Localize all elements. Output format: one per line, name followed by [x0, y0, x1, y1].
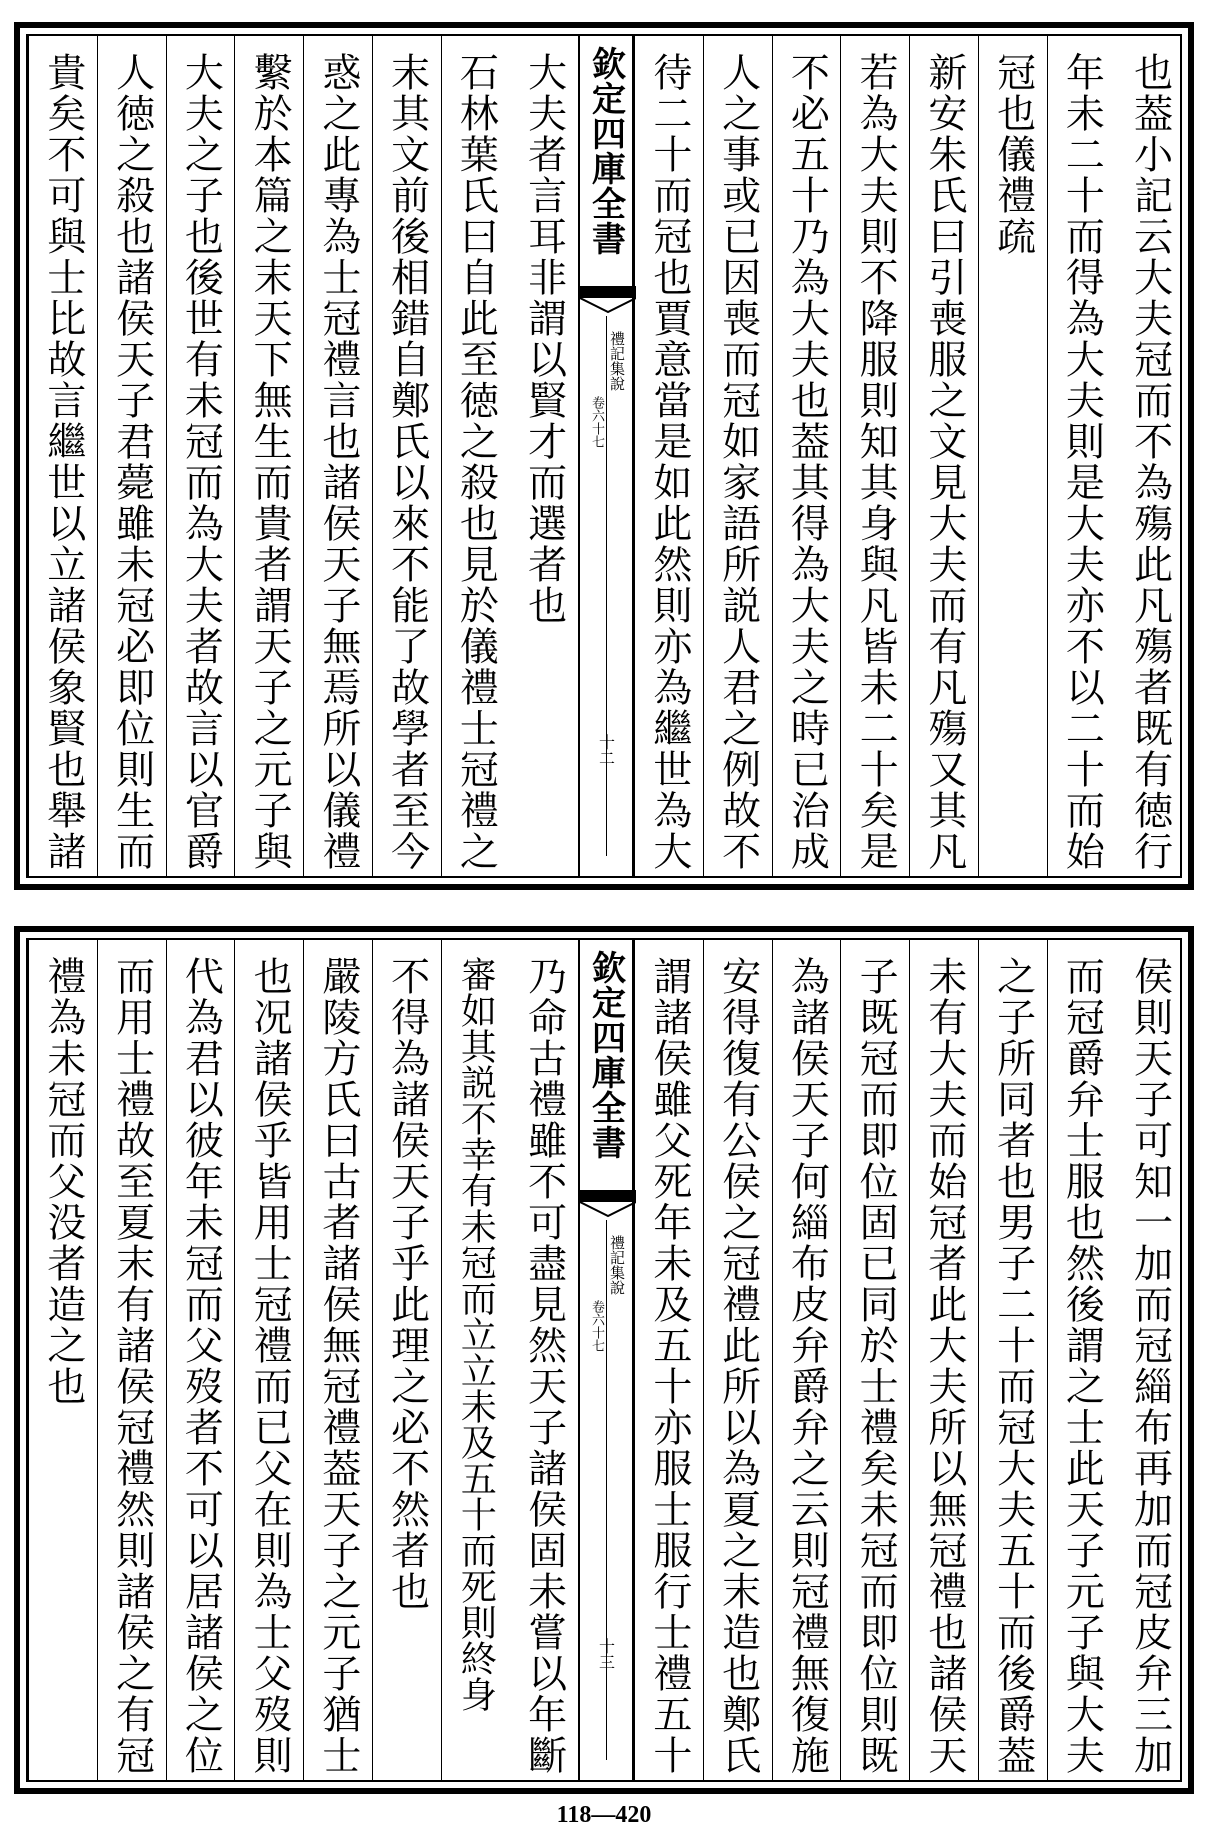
top-left-column-1: [509, 36, 578, 876]
bottom-left-column-3: [372, 940, 441, 1780]
bottom-left-column-text: 審如其説不幸有未冠而立立未及五十而死則終身: [455, 956, 497, 1712]
top-fishtail-icon: [580, 286, 636, 314]
top-center-volume: 卷六十七: [589, 396, 604, 448]
bottom-right-column-text: 安得復有公侯之冠禮此所以為夏之末造也鄭氏: [715, 956, 761, 1776]
top-center-margin: [578, 36, 634, 876]
top-right-column-text: 年未二十而得為大夫則是大夫亦不以二十而始: [1059, 52, 1105, 872]
bottom-right-column-text: 子既冠而即位固已同於士禮矣未冠而即位則既: [853, 956, 899, 1776]
top-right-column-text: 若為大夫則不降服則知其身與凡皆未二十矣是: [853, 52, 899, 872]
bottom-left-column-4: [303, 940, 372, 1780]
bottom-right-column-text: 侯則天子可知一加而冠緇布再加而冠皮弁三加: [1127, 956, 1173, 1776]
top-left-column-2: [441, 36, 510, 876]
top-right-column-text: 待二十而冠也賈意當是如此然則亦為繼世為大: [646, 52, 692, 872]
top-left-column-text: 貴矣不可與士比故言繼世以立諸侯象賢也舉諸: [40, 52, 86, 872]
top-right-column-7: [703, 36, 772, 876]
bottom-left-column-1: [509, 940, 578, 1780]
top-center-page-number: 十二: [596, 734, 616, 766]
bottom-left-column-text: 乃命古禮雖不可盡見然天子諸侯固未嘗以年斷: [521, 956, 567, 1776]
bottom-right-column-text: 之子所同者也男子二十而冠大夫五十而後爵葢: [990, 956, 1036, 1776]
top-left-column-text: 繫於本篇之末天下無生而貴者謂天子之元子與: [247, 52, 293, 872]
top-left-column-text: 大夫之子也後世有未冠而為大夫者故言以官爵: [178, 52, 224, 872]
top-right-column-6: [772, 36, 841, 876]
top-right-column-2: [1047, 36, 1116, 876]
top-page-inner-border: [26, 34, 1182, 878]
bottom-right-column-7: [703, 940, 772, 1780]
top-right-column-text: 不必五十乃為大夫也葢其得為大夫之時已治成: [784, 52, 830, 872]
bottom-right-column-4: [909, 940, 978, 1780]
top-left-column-8: [28, 36, 97, 876]
bottom-left-column-6: [166, 940, 235, 1780]
page-footer-number: 118—420: [556, 1802, 652, 1828]
bottom-center-title: 欽定四庫全書: [585, 950, 626, 1160]
bottom-left-column-text: 代為君以彼年未冠而父歿者不可以居諸侯之位: [178, 956, 224, 1776]
top-right-column-text: 也葢小記云大夫冠而不為殤此凡殤者既有徳行: [1127, 52, 1173, 872]
bottom-left-column-text: 嚴陵方氏曰古者諸侯無冠禮葢天子之元子猶士: [315, 956, 361, 1776]
bottom-right-column-text: 而冠爵弁士服也然後謂之士此天子元子與大夫: [1059, 956, 1105, 1776]
top-left-column-text: 惑之此專為士冠禮言也諸侯天子無焉所以儀禮: [315, 52, 361, 872]
top-center-title: 欽定四庫全書: [585, 46, 626, 256]
bottom-left-column-2: [441, 940, 510, 1780]
top-left-column-3: [372, 36, 441, 876]
top-right-column-5: [840, 36, 909, 876]
top-left-column-5: [234, 36, 303, 876]
bottom-right-column-6: [772, 940, 841, 1780]
bottom-right-column-text: 未有大夫而始冠者此大夫所以無冠禮也諸侯天: [921, 956, 967, 1776]
bottom-page-inner-border: [26, 938, 1182, 1782]
top-right-column-4: [909, 36, 978, 876]
bottom-left-column-8: [28, 940, 97, 1780]
top-right-column-text: 冠也儀禮疏: [990, 52, 1036, 257]
top-left-column-7: [97, 36, 166, 876]
bottom-right-column-2: [1047, 940, 1116, 1780]
top-right-column-text: 新安朱氏曰引喪服之文見大夫而有凡殤又其凡: [921, 52, 967, 872]
top-left-column-text: 石林葉氏曰自此至徳之殺也見於儀禮士冠禮之: [453, 52, 499, 872]
bottom-left-column-text: 也况諸侯乎皆用士冠禮而已父在則為士父歿則: [247, 956, 293, 1776]
bottom-right-column-8: [634, 940, 703, 1780]
top-center-book-title: 禮記集說: [608, 331, 626, 391]
bottom-right-column-5: [840, 940, 909, 1780]
bottom-center-margin: [578, 940, 634, 1780]
bottom-left-column-5: [234, 940, 303, 1780]
top-right-column-text: 人之事或已因喪而冠如家語所説人君之例故不: [715, 52, 761, 872]
bottom-center-volume: 卷六十七: [589, 1300, 604, 1352]
top-left-column-text: 末其文前後相錯自鄭氏以來不能了故學者至今: [384, 52, 430, 872]
bottom-right-column-3: [978, 940, 1047, 1780]
bottom-center-rule: [606, 1220, 607, 1760]
bottom-center-book-title: 禮記集說: [608, 1235, 626, 1295]
bottom-left-column-text: 不得為諸侯天子乎此理之必不然者也: [384, 956, 430, 1612]
bottom-left-column-7: [97, 940, 166, 1780]
top-right-column-1: [1115, 36, 1184, 876]
top-left-column-text: 大夫者言耳非謂以賢才而選者也: [521, 52, 567, 626]
top-page-frame: [14, 22, 1194, 890]
bottom-left-column-text: 而用士禮故至夏末有諸侯冠禮然則諸侯之有冠: [109, 956, 155, 1776]
bottom-right-column-1: [1115, 940, 1184, 1780]
top-right-column-3: [978, 36, 1047, 876]
top-right-column-8: [634, 36, 703, 876]
bottom-right-column-text: 為諸侯天子何緇布皮弁爵弁之云則冠禮無復施: [784, 956, 830, 1776]
bottom-page-frame: [14, 926, 1194, 1794]
top-center-rule: [606, 316, 607, 856]
bottom-fishtail-icon: [580, 1190, 636, 1218]
top-left-column-text: 人徳之殺也諸侯天子君薨雖未冠必即位則生而: [109, 52, 155, 872]
bottom-left-column-text: 禮為未冠而父没者造之也: [40, 956, 86, 1407]
top-left-column-6: [166, 36, 235, 876]
bottom-right-column-text: 謂諸侯雖父死年未及五十亦服士服行士禮五十: [646, 956, 692, 1776]
top-left-column-4: [303, 36, 372, 876]
bottom-center-page-number: 十三: [596, 1638, 616, 1670]
